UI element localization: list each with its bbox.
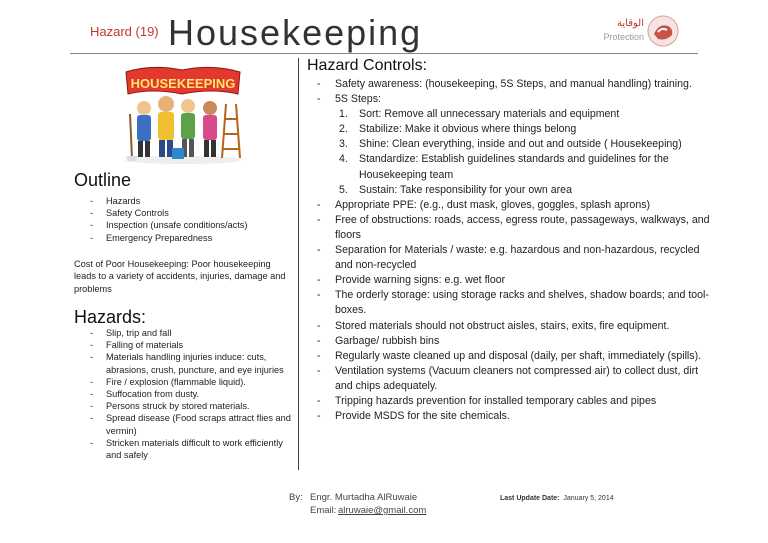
hazard-number: Hazard (19) xyxy=(90,24,159,39)
outline-item: - Emergency Preparedness xyxy=(90,232,290,244)
update-label: Last Update Date: xyxy=(500,495,560,502)
control-item: - Safety awareness: (housekeeping, 5S Steps, and manual handling) training. xyxy=(317,77,717,92)
page-title: Housekeeping xyxy=(168,12,423,53)
email-link[interactable]: alruwaie@gmail.com xyxy=(338,505,427,516)
5s-step xyxy=(339,152,717,182)
hazard-item: - Spread disease (Food scraps attract flies and vermin) xyxy=(90,412,296,436)
hazard-item: - Materials handling injuries induce: cuts, abrasions, crush, puncture, and eye injuries xyxy=(90,351,296,375)
outline-heading: Outline xyxy=(74,170,132,190)
protection-logo xyxy=(598,14,682,50)
step-text: Stabilize: Make it obvious where things belong xyxy=(359,123,577,136)
control-item: - Provide MSDS for the site chemicals. xyxy=(317,409,717,424)
hazard-item: - Slip, trip and fall xyxy=(90,327,296,339)
housekeeping-clipart xyxy=(122,64,244,169)
5s-step xyxy=(339,137,717,152)
control-item: - Free of obstructions: roads, access, egress route, passageways, walkways, and floors xyxy=(317,213,717,243)
control-item: - Regularly waste cleaned up and disposal (daily, per shaft, immediately (spills). xyxy=(317,349,717,364)
5s-steps-list xyxy=(339,107,717,198)
logo-word: Protection xyxy=(603,32,644,42)
email-label: Email: xyxy=(310,505,337,516)
step-text: Sort: Remove all unnecessary materials and equipment xyxy=(359,108,620,121)
step-number: 4. xyxy=(339,153,348,166)
control-item: - Garbage/ rubbish bins xyxy=(317,334,717,349)
clipart-sign-text: HOUSEKEEPING xyxy=(130,76,236,91)
header xyxy=(0,0,768,60)
hazard-item: - Suffocation from dusty. xyxy=(90,388,296,400)
control-item: - Tripping hazards prevention for installed temporary cables and pipes xyxy=(317,394,717,409)
hazard-item: - Fire / explosion (flammable liquid). xyxy=(90,376,296,388)
control-item: - Appropriate PPE: (e.g., dust mask, gloves, goggles, splash aprons) xyxy=(317,198,717,213)
hazards-list xyxy=(90,327,296,461)
step-number: 1. xyxy=(339,108,348,121)
logo-arabic-text: الوقاية xyxy=(617,18,644,29)
control-item-5s xyxy=(317,92,717,198)
5s-step xyxy=(339,107,717,122)
header-divider xyxy=(70,53,698,54)
step-number: 5. xyxy=(339,183,348,196)
5s-step xyxy=(339,183,717,198)
author-name: Engr. Murtadha AlRuwaie xyxy=(310,492,418,503)
protection-emblem-icon xyxy=(646,14,680,48)
control-item: - The orderly storage: using storage racks and shelves, shadow boards; and tool-boxes. xyxy=(317,288,717,318)
control-item-label: 5S Steps: xyxy=(335,93,381,106)
update-date: January 5, 2014 xyxy=(563,495,614,502)
cost-of-poor-housekeeping: Cost of Poor Housekeeping: Poor housekeeping leads to a variety of accidents, injuries, damage and problems xyxy=(74,259,286,294)
by-label: By: xyxy=(289,492,303,503)
outline-list xyxy=(90,195,290,244)
hazard-item: - Stricken materials difficult to work efficiently and safely xyxy=(90,437,296,461)
column-divider xyxy=(298,58,299,470)
footer xyxy=(0,488,768,528)
hazard-controls-heading: Hazard Controls: xyxy=(307,57,428,74)
step-text: Sustain: Take responsibility for your own area xyxy=(359,183,572,196)
step-text: Shine: Clean everything, inside and out and outside ( Housekeeping) xyxy=(359,138,682,151)
hazard-controls-list xyxy=(317,77,717,424)
step-number: 2. xyxy=(339,123,348,136)
last-update xyxy=(500,495,614,502)
hazard-item: - Persons struck by stored materials. xyxy=(90,400,296,412)
control-item: - Provide warning signs: e.g. wet floor xyxy=(317,273,717,288)
step-number: 3. xyxy=(339,138,348,151)
step-text: Standardize: Establish guidelines standards and guidelines for the Housekeeping team xyxy=(359,153,669,181)
outline-item: - Hazards xyxy=(90,195,290,207)
hazard-item: - Falling of materials xyxy=(90,339,296,351)
control-item: - Stored materials should not obstruct aisles, stairs, exits, fire equipment. xyxy=(317,319,717,334)
hazards-heading: Hazards: xyxy=(74,307,147,327)
outline-item: - Safety Controls xyxy=(90,207,290,219)
cleaning-crew-icon xyxy=(122,64,244,164)
5s-step xyxy=(339,122,717,137)
outline-item: - Inspection (unsafe conditions/acts) xyxy=(90,219,290,231)
control-item: - Separation for Materials / waste: e.g. hazardous and non-hazardous, recycled and non-recycled xyxy=(317,243,717,273)
control-item: - Ventilation systems (Vacuum cleaners not compressed air) to collect dust, dirt and chips adequately. xyxy=(317,364,717,394)
